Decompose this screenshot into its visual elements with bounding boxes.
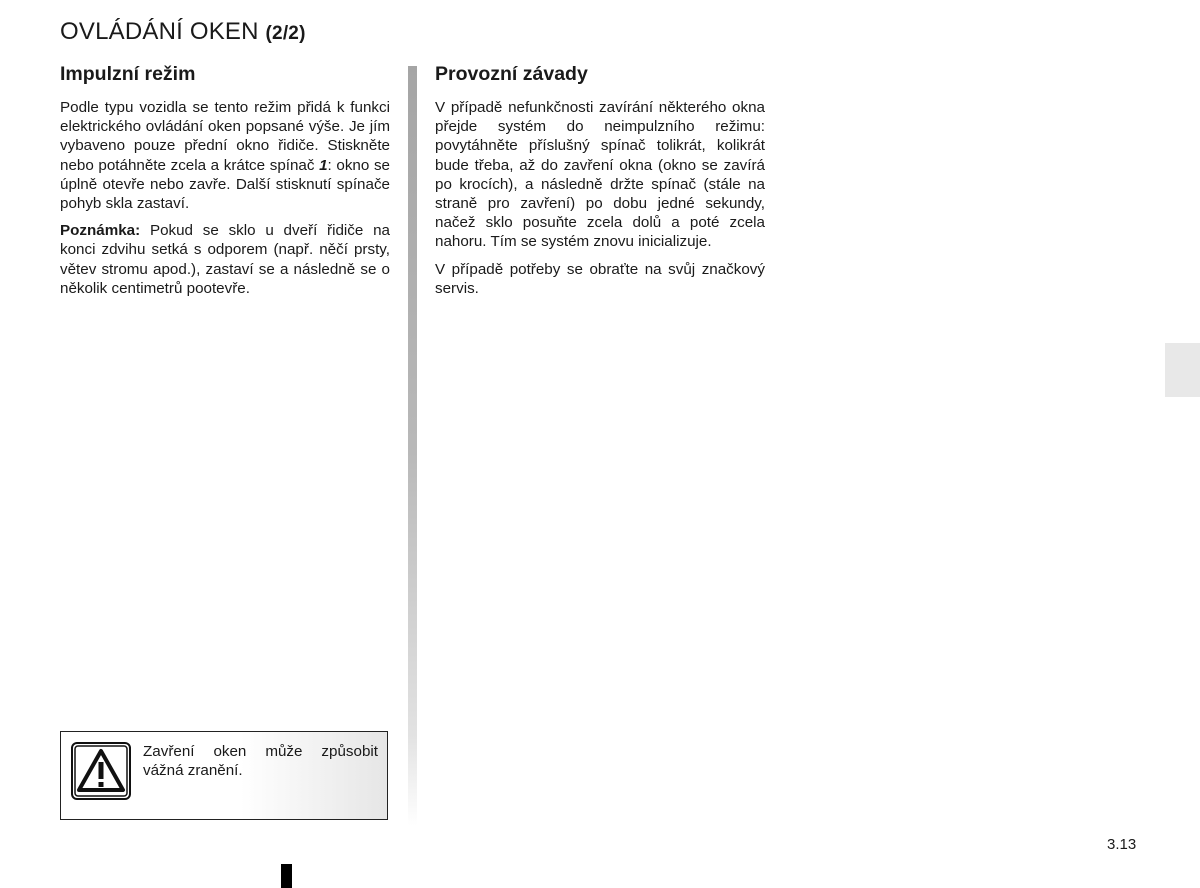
warning-text: Zavření oken může způsobit vážná zranění. bbox=[143, 743, 378, 780]
malfunction-paragraph: V případě nefunkčnosti zavírání některého okna přejde systém do neimpulzního režimu: povytáhněte příslušný spínač tolikrát, kolikrát bude třeba, až do zavření okna (okno se zavírá po krocích), a následně držte spínač (stále na straně pro zavření) po dobu jedné sekundy, načež sklo posuňte zcela dolů a poté zcela nahoru. Tím se systém znovu inicializuje. bbox=[435, 99, 765, 251]
impulse-mode-paragraph bbox=[60, 98, 390, 213]
section-heading-impulse-mode: Impulzní režim bbox=[60, 63, 196, 85]
service-paragraph: V případě potřeby se obraťte na svůj značkový servis. bbox=[435, 260, 765, 297]
note-label: Poznámka: bbox=[60, 222, 141, 240]
note-text: Pokud se sklo u dveří řidiče na konci zdvihu setká s odporem (např. něčí prsty, větev stromu apod.), zastaví se a následně se o několik centimetrů pootevře. bbox=[60, 222, 390, 297]
warning-triangle-icon bbox=[71, 742, 131, 800]
crop-mark bbox=[281, 864, 292, 888]
impulse-mode-text-1: Podle typu vozidla se tento režim přidá k funkci elektrického ovládání oken popsané výše. Je jím vybaveno pouze přední okno řidiče. Stiskněte nebo potáhněte zcela a krátce spínač bbox=[60, 99, 390, 174]
impulse-mode-text-2: : okno se úplně otevře nebo zavře. Další stisknutí spínače pohyb skla zastaví. bbox=[60, 156, 390, 213]
chapter-tab bbox=[1165, 343, 1200, 397]
page-title-text: OVLÁDÁNÍ OKEN bbox=[60, 18, 259, 45]
column-divider bbox=[408, 66, 417, 826]
page-title-part: (2/2) bbox=[265, 23, 306, 44]
right-column bbox=[435, 62, 765, 306]
page-title bbox=[60, 18, 306, 46]
section-heading-malfunctions: Provozní závady bbox=[435, 63, 588, 85]
note-paragraph bbox=[60, 221, 390, 298]
warning-box bbox=[60, 731, 388, 820]
left-column bbox=[60, 62, 390, 306]
page-number: 3.13 bbox=[1107, 836, 1137, 853]
switch-reference: 1 bbox=[319, 156, 328, 174]
